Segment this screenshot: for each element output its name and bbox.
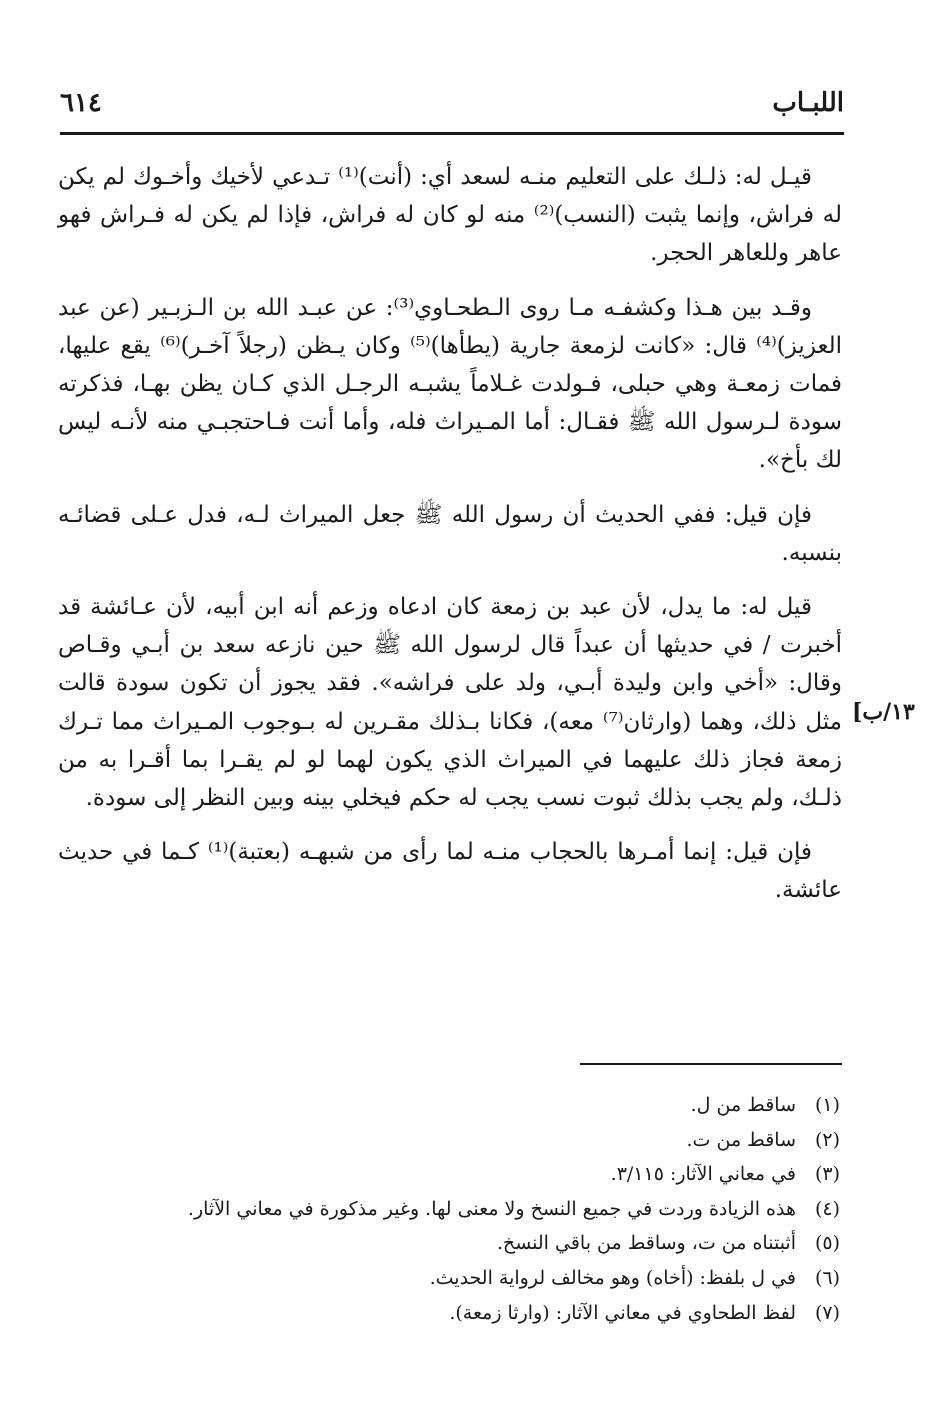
- header-rule: [60, 132, 844, 135]
- paragraph: فإن قيل: إنما أمـرها بالحجاب منـه لما رأى من شبهـه (بعتبة)⁽¹⁾ كـما في حديث عائشة.: [58, 839, 842, 904]
- footnotes: [58, 1088, 840, 1330]
- page-number: ٦١٤: [60, 88, 102, 118]
- footnote: [58, 1192, 840, 1227]
- footnote-text: ساقط من ت.: [686, 1128, 796, 1151]
- footnote-number: (٦): [814, 1266, 840, 1289]
- page-header: [60, 88, 844, 128]
- footnote: [58, 1123, 840, 1158]
- paragraph: قيل له: ما يدل، لأن عبد بن زمعة كان ادعاه وزعم أنه ابن أبيه، لأن عـائشة قد أخبرت / في حديثها أن عبداً قال لرسول الله ﷺ حين نازعه سعد بن أبـي وقـاص وقال: «أخي وابن وليدة أبـي، ولد على فراشه». فقد يجوز أن تكون سودة قالت مثل ذلك، وهما (وارثان⁽⁷⁾ معه)، فكانا بـذلك مقـرين له بـوجوب المـيراث مما تـرك زمعة فجاز ذلك عليهما في الميراث الذي يكون لهما لو لم يقـرا بما أقـرا به من ذلـك، ولم يجب بذلك ثبوت نسب يجب له حكم فيخلي بينه وبين النظر إلى سودة.: [58, 594, 842, 812]
- footnote: [58, 1296, 840, 1331]
- footnote-text: لفظ الطحاوي في معاني الآثار: (وارثا زمعة).: [449, 1301, 796, 1324]
- footnote: [58, 1226, 840, 1261]
- running-title: اللبـاب: [772, 88, 844, 118]
- footnote: [58, 1157, 840, 1192]
- footnote-text: في معاني الآثار: ٣/١١٥.: [610, 1163, 796, 1186]
- footnote: [58, 1088, 840, 1123]
- paragraph: وقـد بين هـذا وكشفـه مـا روى الـطحـاوي⁽³⁾: عن عبـد الله بن الـزبـير (عن عبد العزيز)⁽⁴⁾ قال: «كانت لزمعة جارية (يطأها)⁽⁵⁾ وكان يـظن (رجلاً آخـر)⁽⁶⁾ يقع عليها، فمات زمعـة وهي حبلى، فـولدت غـلاماً يشبـه الرجـل الذي كـان يظن بهـا، فذكرته سودة لـرسول الله ﷺ فقـال: أما المـيراث فله، وأما أنت فـاحتجبـي منه لأنـه ليس لك بأخ».: [58, 294, 843, 474]
- footnote-text: ساقط من ل.: [690, 1094, 796, 1116]
- footnote: [58, 1261, 840, 1296]
- footnote-text: هذه الزيادة وردت في جميع النسخ ولا معنى لها. وغير مذكورة في معاني الآثار.: [187, 1197, 796, 1220]
- footnote-number: (٢): [814, 1128, 840, 1151]
- paragraph: فإن قيل: ففي الحديث أن رسول الله ﷺ جعل الميراث لـه، فدل عـلى قضائـه بنسبه.: [58, 501, 842, 566]
- footnote-number: (٥): [814, 1232, 840, 1255]
- manuscript-folio-marker: ١٣/ب]: [852, 699, 915, 725]
- footnote-number: (٣): [814, 1163, 840, 1186]
- footnote-number: (٤): [814, 1197, 840, 1220]
- paragraph: قيـل له: ذلـك على التعليم منـه لسعد أي: (أنت)⁽¹⁾ تـدعي لأخيك وأخـوك لم يكن له فراش، وإنما يثبت (النسب)⁽²⁾ منه لو كان له فراش، فإذا لم يكن له فـراش فهو عاهر وللعاهر الحجر.: [58, 164, 842, 267]
- footnote-number: (١): [814, 1094, 840, 1116]
- footnote-number: (٧): [814, 1301, 840, 1324]
- main-text: [58, 158, 842, 926]
- footnote-separator: [580, 1063, 842, 1065]
- footnote-text: في ل بلفظ: (أخاه) وهو مخالف لرواية الحديث.: [429, 1266, 796, 1289]
- footnote-text: أثبتناه من ت، وساقط من باقي النسخ.: [496, 1232, 796, 1255]
